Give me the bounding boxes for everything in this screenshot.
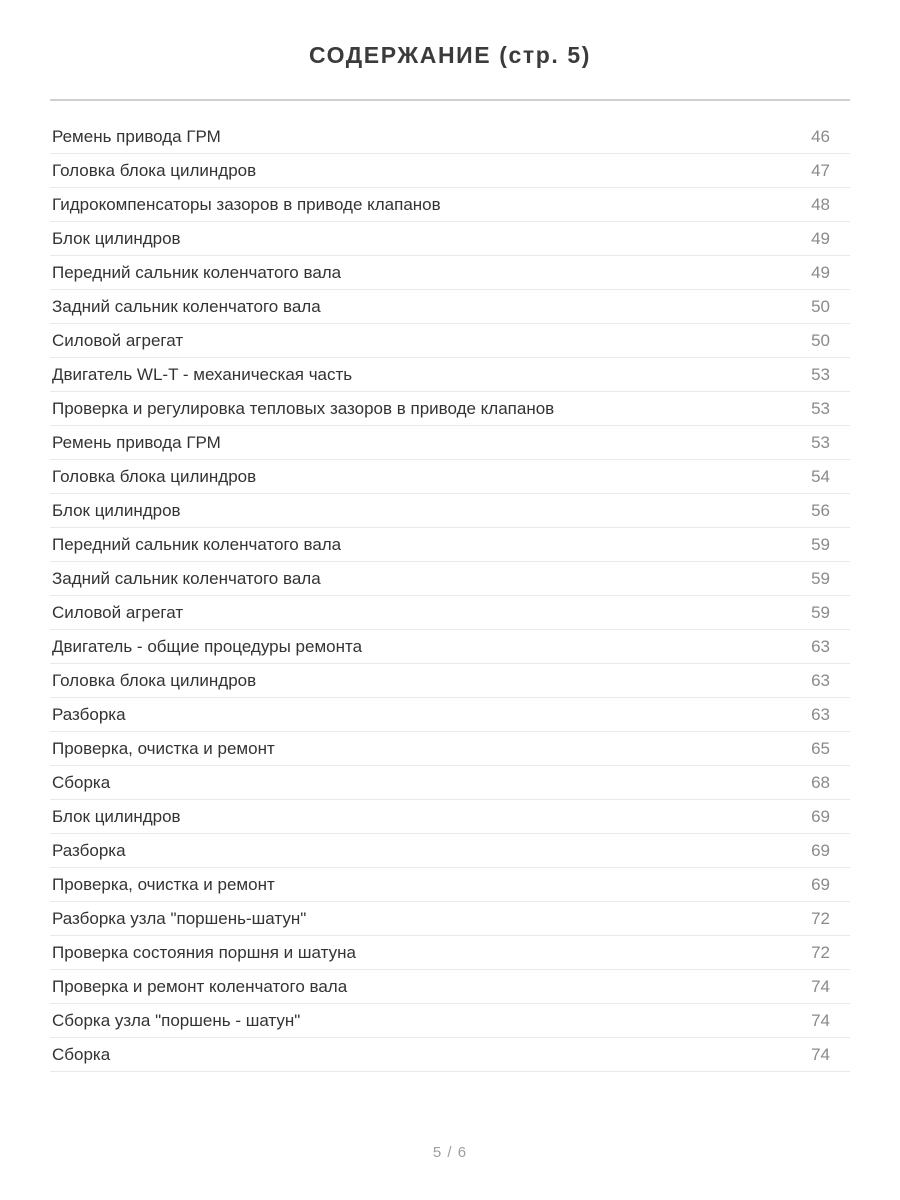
toc-entry-title: Проверка, очистка и ремонт <box>52 874 275 894</box>
toc-row[interactable] <box>50 732 850 766</box>
toc-entry-title: Проверка состояния поршня и шатуна <box>52 942 356 962</box>
toc-entry-page: 47 <box>811 160 830 180</box>
toc-entry-page: 63 <box>811 704 830 724</box>
toc-row[interactable] <box>50 460 850 494</box>
toc-entry-page: 69 <box>811 874 830 894</box>
toc-entry-title: Проверка, очистка и ремонт <box>52 738 275 758</box>
toc-row[interactable] <box>50 664 850 698</box>
page-title: СОДЕРЖАНИЕ (стр. 5) <box>308 42 592 68</box>
toc-entry-page: 69 <box>811 806 830 826</box>
toc-entry-page: 59 <box>811 534 830 554</box>
toc-row[interactable] <box>50 154 850 188</box>
toc-entry-page: 74 <box>811 976 830 996</box>
toc-row[interactable] <box>50 562 850 596</box>
toc-entry-title: Проверка и регулировка тепловых зазоров в приводе клапанов <box>52 398 555 418</box>
toc-row[interactable] <box>50 256 850 290</box>
toc-entry-title: Головка блока цилиндров <box>52 466 257 486</box>
toc-row[interactable] <box>50 1038 850 1072</box>
toc-entry-title: Разборка <box>52 840 126 860</box>
toc-entry-title: Проверка и ремонт коленчатого вала <box>52 976 348 996</box>
toc-entry-page: 46 <box>811 126 830 146</box>
toc-entry-title: Ремень привода ГРМ <box>52 126 221 146</box>
toc-row[interactable] <box>50 1004 850 1038</box>
toc-entry-page: 72 <box>811 942 830 962</box>
toc-row[interactable] <box>50 358 850 392</box>
toc-entry-title: Сборка <box>52 772 111 792</box>
toc-row[interactable] <box>50 970 850 1004</box>
toc-row[interactable] <box>50 766 850 800</box>
toc-entry-title: Блок цилиндров <box>52 500 181 520</box>
toc-entry-page: 74 <box>811 1010 830 1030</box>
toc-entry-title: Сборка узла "поршень - шатун" <box>52 1010 301 1030</box>
toc-entry-page: 56 <box>811 500 830 520</box>
toc-entry-title: Силовой агрегат <box>52 602 184 622</box>
toc-row[interactable] <box>50 290 850 324</box>
toc-entry-title: Задний сальник коленчатого вала <box>52 568 321 588</box>
toc-entry-page: 63 <box>811 670 830 690</box>
toc-entry-page: 59 <box>811 568 830 588</box>
toc-entry-page: 63 <box>811 636 830 656</box>
toc-entry-page: 53 <box>811 432 830 452</box>
toc-entry-title: Двигатель - общие процедуры ремонта <box>52 636 363 656</box>
toc-entry-title: Задний сальник коленчатого вала <box>52 296 321 316</box>
toc-entry-title: Сборка <box>52 1044 111 1064</box>
toc-entry-title: Разборка <box>52 704 126 724</box>
toc-row[interactable] <box>50 834 850 868</box>
toc-entry-title: Передний сальник коленчатого вала <box>52 262 342 282</box>
toc-entry-page: 50 <box>811 296 830 316</box>
toc-entry-page: 65 <box>811 738 830 758</box>
toc-row[interactable] <box>50 528 850 562</box>
toc-entry-title: Разборка узла "поршень-шатун" <box>52 908 307 928</box>
toc-entry-page: 53 <box>811 398 830 418</box>
toc-entry-title: Головка блока цилиндров <box>52 160 257 180</box>
toc-row[interactable] <box>50 868 850 902</box>
toc-row[interactable] <box>50 936 850 970</box>
title-divider <box>50 99 850 101</box>
toc-row[interactable] <box>50 630 850 664</box>
toc-entry-page: 54 <box>811 466 830 486</box>
toc-entry-page: 50 <box>811 330 830 350</box>
toc-entry-title: Блок цилиндров <box>52 228 181 248</box>
toc-row[interactable] <box>50 392 850 426</box>
toc-row[interactable] <box>50 596 850 630</box>
toc-entry-title: Двигатель WL-T - механическая часть <box>52 364 353 384</box>
toc-entry-title: Передний сальник коленчатого вала <box>52 534 342 554</box>
toc-row[interactable] <box>50 426 850 460</box>
toc-entry-page: 69 <box>811 840 830 860</box>
toc-row[interactable] <box>50 188 850 222</box>
toc-entry-page: 59 <box>811 602 830 622</box>
toc-entry-title: Блок цилиндров <box>52 806 181 826</box>
toc-entry-title: Гидрокомпенсаторы зазоров в приводе клапанов <box>52 194 441 214</box>
toc-row[interactable] <box>50 698 850 732</box>
toc-entry-page: 49 <box>811 262 830 282</box>
toc-row[interactable] <box>50 222 850 256</box>
toc-row[interactable] <box>50 800 850 834</box>
toc-entry-page: 68 <box>811 772 830 792</box>
toc-entry-title: Ремень привода ГРМ <box>52 432 221 452</box>
toc-entry-title: Силовой агрегат <box>52 330 184 350</box>
page-indicator: 5 / 6 <box>432 1144 468 1161</box>
toc-row[interactable] <box>50 902 850 936</box>
toc-row[interactable] <box>50 494 850 528</box>
toc-list <box>50 120 850 1072</box>
toc-entry-page: 72 <box>811 908 830 928</box>
toc-row[interactable] <box>50 324 850 358</box>
toc-entry-title: Головка блока цилиндров <box>52 670 257 690</box>
toc-entry-page: 48 <box>811 194 830 214</box>
toc-entry-page: 53 <box>811 364 830 384</box>
toc-entry-page: 74 <box>811 1044 830 1064</box>
toc-row[interactable] <box>50 120 850 154</box>
toc-entry-page: 49 <box>811 228 830 248</box>
